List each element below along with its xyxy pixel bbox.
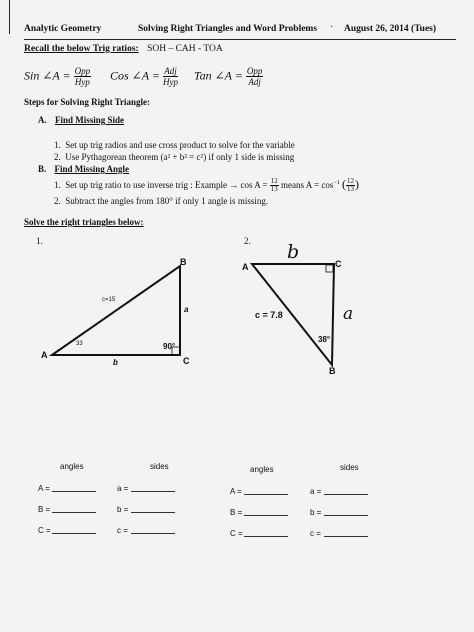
step-a-item-2-text: Use Pythagorean theorem (a² + b² = c²) if only 1 side is missing bbox=[65, 152, 295, 162]
step-b-item-2: 2. Subtract the angles from 180° if only 1 angle is missing. bbox=[54, 196, 269, 206]
cos-denominator: Hyp bbox=[162, 77, 178, 87]
triangle-2-right-angle bbox=[326, 265, 333, 272]
step-b-item-2-text: Subtract the angles from 180° if only 1 angle is missing. bbox=[65, 196, 269, 206]
p2-answer-C-label: C = bbox=[230, 529, 243, 538]
step-b-item-1: 1. Set up trig ratio to use inverse trig : Example → cos A = $\frac{12}{13}$ means $A = \cos^{-1}$ ( $\frac{12}{13}$ ) bbox=[54, 177, 360, 194]
p1-vertex-c: C bbox=[183, 356, 190, 366]
step-a-item-1: 1. Set up trig radios and use cross product to solve for the variable bbox=[54, 140, 295, 150]
p2-answer-b-field[interactable] bbox=[324, 515, 368, 516]
p1-hypotenuse-label: c=15 bbox=[102, 297, 116, 303]
step-a-title: Find Missing Side bbox=[55, 115, 125, 125]
step-b-item-1-pre: Set up trig ratio to use inverse trig : Example → cos A = bbox=[65, 180, 268, 190]
p1-answer-C-label: C = bbox=[38, 526, 51, 535]
example-denominator: 13 bbox=[270, 185, 278, 194]
course-title: Analytic Geometry bbox=[24, 24, 102, 34]
example-numerator-2: 12 bbox=[347, 177, 355, 186]
step-a-item-1-text: Set up trig radios and use cross product to solve for the variable bbox=[65, 140, 295, 150]
date: August 26, 2014 (Tues) bbox=[344, 24, 437, 34]
p2-answer-B-label: B = bbox=[230, 508, 243, 517]
step-b-item-1-mid: means A = cos bbox=[281, 180, 334, 190]
p1-answer-B-field[interactable] bbox=[52, 512, 96, 513]
worksheet-title: Solving Right Triangles and Word Problems bbox=[138, 24, 318, 34]
cos-numerator: Adj bbox=[164, 66, 177, 76]
triangle-1-shape bbox=[52, 266, 180, 355]
inverse-exponent: −1 bbox=[333, 180, 340, 186]
tan-label: Tan ∠A = bbox=[194, 68, 243, 83]
p2-answer-a-label: a = bbox=[310, 487, 322, 496]
tan-numerator: Opp bbox=[246, 66, 263, 76]
problem-1-number: 1. bbox=[36, 236, 43, 246]
p1-sides-label: sides bbox=[150, 462, 169, 471]
p2-side-a: a bbox=[343, 304, 354, 324]
step-a-item-2: 2. Use Pythagorean theorem (a² + b² = c²) if only 1 side is missing bbox=[54, 152, 295, 162]
p1-answer-a-label: a = bbox=[117, 484, 129, 493]
p2-answer-c-field[interactable] bbox=[324, 536, 368, 537]
p2-answer-B-field[interactable] bbox=[244, 515, 288, 516]
step-b-title: Find Missing Angle bbox=[54, 164, 130, 174]
p1-answer-A-field[interactable] bbox=[52, 491, 96, 492]
p2-side-b: b bbox=[287, 241, 300, 263]
p1-side-b: b bbox=[113, 358, 118, 367]
p1-answer-C-field[interactable] bbox=[52, 533, 96, 534]
steps-heading: Steps for Solving Right Triangle: bbox=[24, 97, 151, 107]
p2-vertex-a: A bbox=[242, 262, 249, 272]
p2-sides-label: sides bbox=[340, 463, 359, 472]
p1-answer-B-label: B = bbox=[38, 505, 51, 514]
p1-answer-A-label: A = bbox=[38, 484, 50, 493]
step-a-letter: A. bbox=[38, 115, 47, 125]
p1-answer-c-label: c = bbox=[117, 526, 128, 535]
p2-vertex-b: B bbox=[329, 366, 336, 376]
p2-answer-A-label: A = bbox=[230, 487, 242, 496]
p2-vertex-c: C bbox=[335, 259, 342, 269]
p2-answer-a-field[interactable] bbox=[324, 494, 368, 495]
p2-answer-c-label: c = bbox=[310, 529, 321, 538]
recall-mnemonic: SOH – CAH - TOA bbox=[147, 44, 223, 54]
p1-angle-c: 90° bbox=[163, 342, 176, 351]
p1-side-a: a bbox=[184, 305, 189, 314]
example-numerator: 12 bbox=[270, 177, 278, 186]
p1-angles-label: angles bbox=[60, 462, 84, 471]
cos-label: Cos ∠A = bbox=[110, 68, 160, 83]
header-mark: · bbox=[330, 22, 334, 33]
p2-side-c: c = 7.8 bbox=[255, 310, 283, 320]
p1-vertex-a: A bbox=[41, 350, 48, 360]
p2-answer-b-label: b = bbox=[310, 508, 322, 517]
sin-denominator: Hyp bbox=[74, 77, 90, 87]
p2-angle-b: 38° bbox=[318, 335, 331, 344]
p2-answer-A-field[interactable] bbox=[244, 494, 288, 495]
p1-angle-a: 33 bbox=[76, 341, 83, 347]
p1-answer-b-label: b = bbox=[117, 505, 129, 514]
problem-2-number: 2. bbox=[244, 236, 251, 246]
p1-answer-b-field[interactable] bbox=[131, 512, 175, 513]
example-denominator-2: 13 bbox=[347, 185, 355, 194]
p1-answer-a-field[interactable] bbox=[131, 491, 175, 492]
recall-label: Recall the below Trig ratios: bbox=[24, 44, 139, 54]
sin-label: Sin ∠A = bbox=[24, 68, 71, 83]
step-b-letter: B. bbox=[38, 164, 47, 174]
solve-heading: Solve the right triangles below: bbox=[24, 217, 144, 227]
p2-angles-label: angles bbox=[250, 465, 274, 474]
tan-denominator: Adj bbox=[248, 77, 261, 87]
p1-vertex-b: B bbox=[180, 257, 187, 267]
p1-answer-c-field[interactable] bbox=[131, 533, 175, 534]
p2-answer-C-field[interactable] bbox=[244, 536, 288, 537]
sin-numerator: Opp bbox=[74, 66, 91, 76]
